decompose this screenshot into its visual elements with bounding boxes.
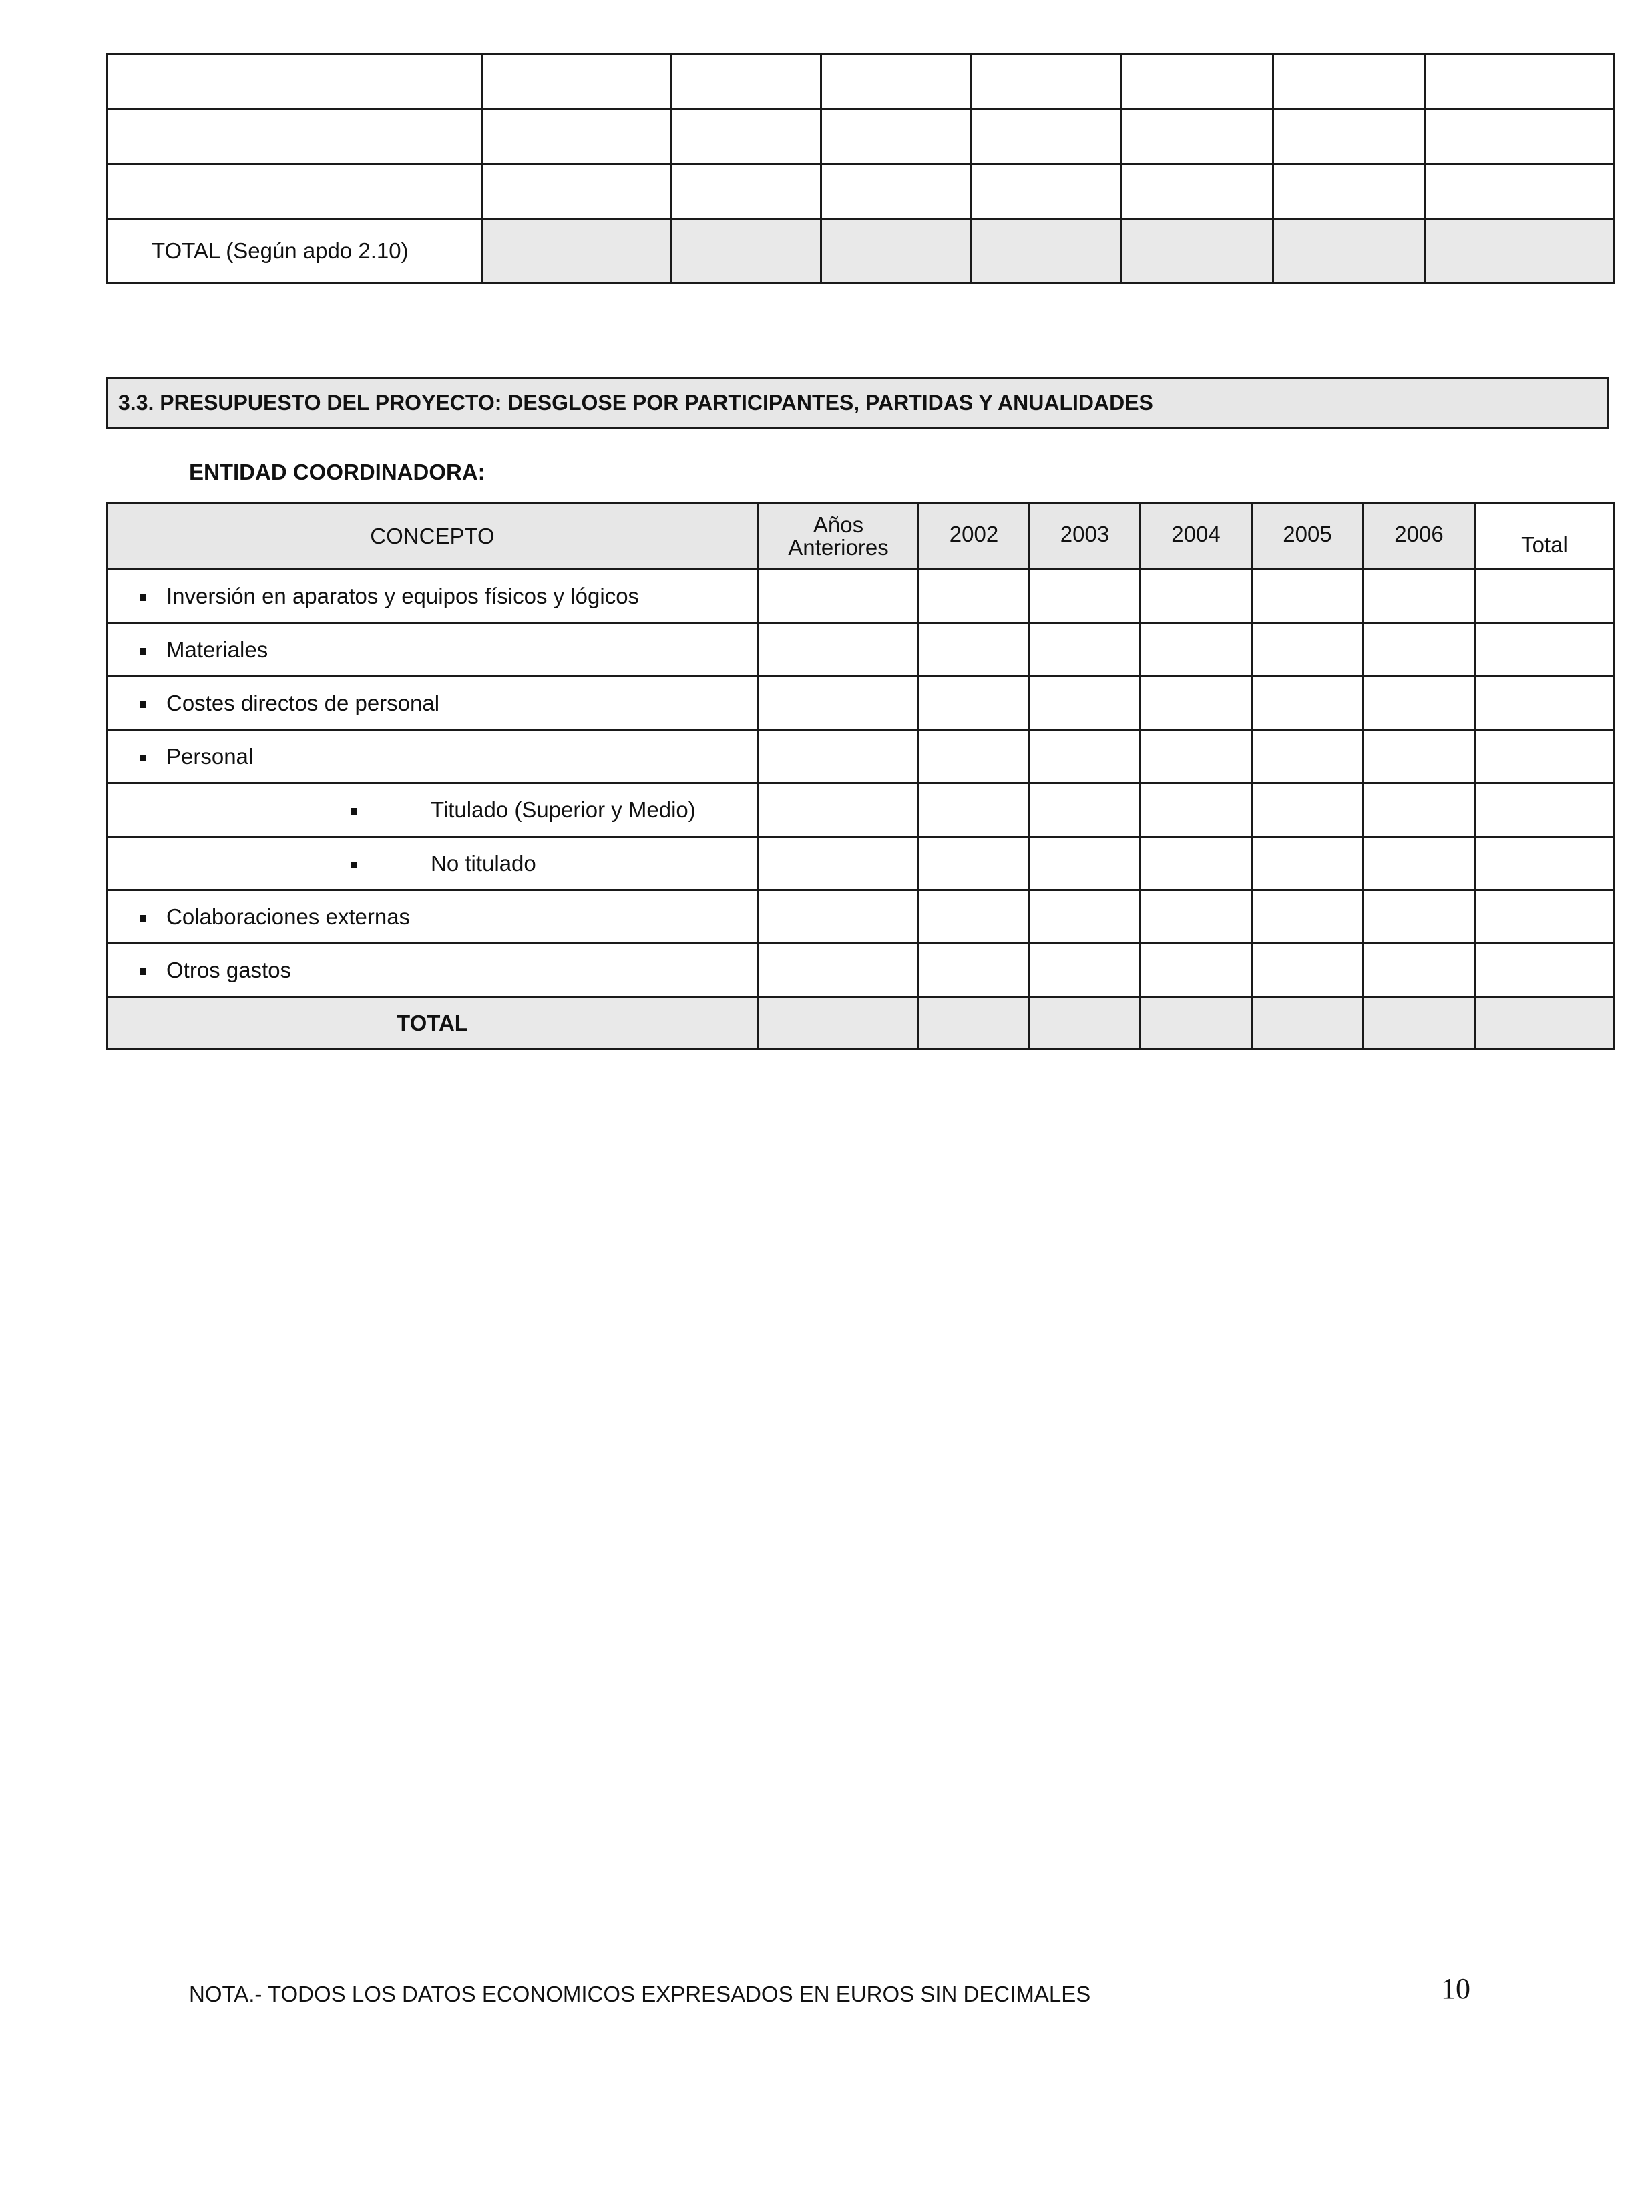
total-label: TOTAL (Según apdo 2.10)	[107, 219, 482, 283]
table-row	[107, 890, 1615, 944]
bullet-icon	[351, 808, 357, 815]
bullet-icon	[140, 594, 146, 601]
header-previous-years: Años Anteriores	[759, 504, 919, 570]
total-label: TOTAL	[107, 997, 759, 1049]
concept-label: Costes directos de personal	[166, 690, 440, 715]
header-year-2006: 2006	[1364, 504, 1475, 570]
footer-note: NOTA.- TODOS LOS DATOS ECONOMICOS EXPRESADOS EN EUROS SIN DECIMALES	[189, 1982, 1091, 2006]
concept-label: Personal	[166, 743, 254, 769]
header-year-2004: 2004	[1141, 504, 1252, 570]
section-title	[106, 377, 1609, 429]
concept-label: Materiales	[166, 636, 268, 662]
header-total: Total	[1475, 504, 1615, 570]
table-row	[107, 110, 1615, 164]
concept-label: Titulado (Superior y Medio)	[431, 797, 696, 822]
table-row	[107, 944, 1615, 997]
concept-label: Inversión en aparatos y equipos físicos y lógicos	[166, 583, 640, 608]
concept-label: Colaboraciones externas	[166, 904, 411, 929]
bullet-icon	[140, 755, 146, 761]
table-row	[107, 730, 1615, 783]
concept-label: Otros gastos	[166, 957, 292, 982]
previous-summary-table	[106, 53, 1615, 284]
table-row	[107, 570, 1615, 623]
table-row	[107, 783, 1615, 837]
table-row	[107, 623, 1615, 677]
total-row	[107, 997, 1615, 1049]
table-row	[107, 677, 1615, 730]
table-row	[107, 55, 1615, 110]
section-title-text: 3.3. PRESUPUESTO DEL PROYECTO: DESGLOSE POR PARTICIPANTES, PARTIDAS Y ANUALIDADES	[118, 390, 1153, 415]
header-year-2005: 2005	[1252, 504, 1364, 570]
bullet-icon	[140, 968, 146, 975]
header-year-2003: 2003	[1030, 504, 1141, 570]
bullet-icon	[140, 915, 146, 922]
header-row	[107, 504, 1615, 570]
budget-breakdown-table	[106, 502, 1615, 1050]
table-row	[107, 837, 1615, 890]
total-row	[107, 219, 1615, 283]
header-year-2002: 2002	[919, 504, 1030, 570]
entity-label: ENTIDAD COORDINADORA:	[189, 459, 485, 484]
concept-label: No titulado	[431, 850, 536, 876]
bullet-icon	[140, 701, 146, 708]
page-number: 10	[1441, 1972, 1470, 2005]
bullet-icon	[140, 648, 146, 655]
bullet-icon	[351, 862, 357, 868]
header-concept: CONCEPTO	[107, 504, 759, 570]
table-row	[107, 164, 1615, 219]
